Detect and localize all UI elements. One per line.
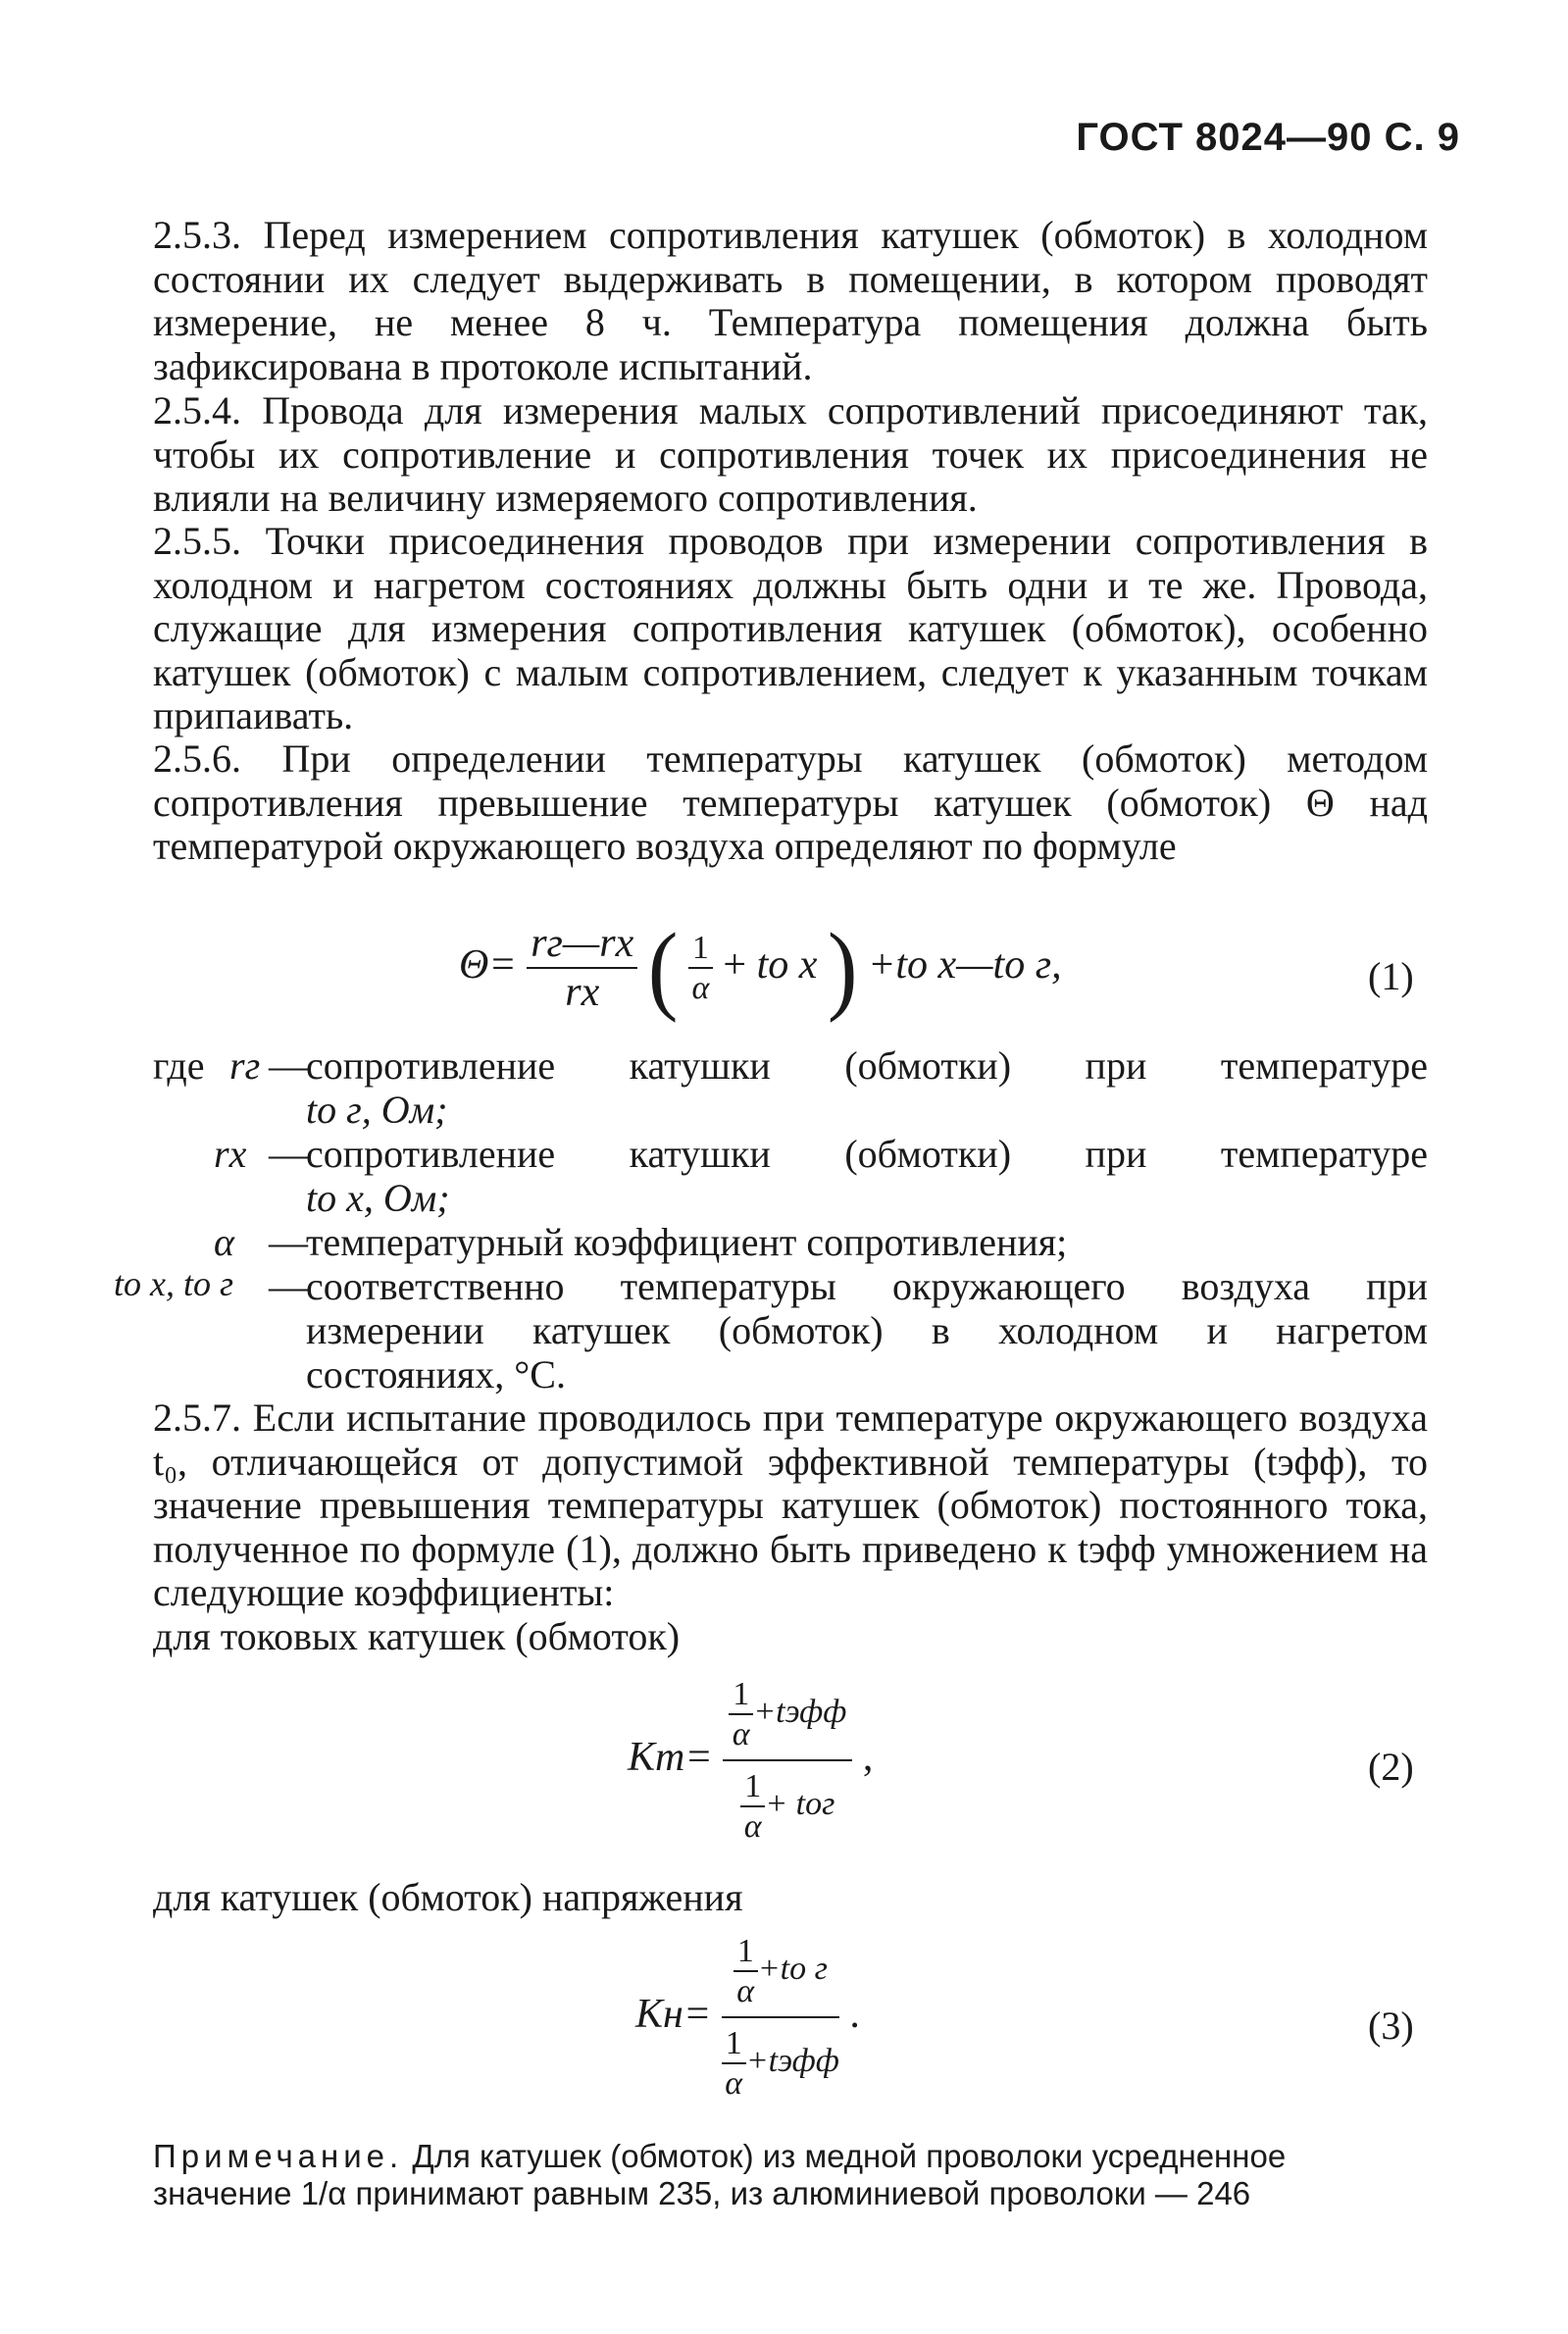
formula-lhs: Kн=	[635, 1991, 712, 2037]
where-dash: —	[269, 1264, 308, 1308]
inner-numerator: 1	[688, 929, 713, 969]
sub-numerator: 1	[733, 1932, 758, 1972]
paragraph-2-5-3	[153, 214, 1428, 388]
paragraph-2-5-4	[153, 389, 1428, 521]
big-fraction	[722, 1932, 839, 2103]
sub-fraction	[722, 2024, 746, 2103]
where-symbol: rх	[214, 1132, 247, 1176]
sub-denominator: α	[736, 1973, 755, 2010]
voltage-coils-label: для катушек (обмоток) напряжения	[153, 1875, 743, 1919]
sub-numerator: 1	[740, 1767, 765, 1807]
sub-fraction	[733, 1932, 758, 2010]
sub-numerator: 1	[729, 1675, 753, 1715]
where-continuation: состояниях, °С.	[306, 1352, 566, 1396]
fraction-numerator: rг—rх	[527, 920, 637, 969]
big-fraction	[723, 1675, 852, 1846]
page-header: ГОСТ 8024—90 С. 9	[1076, 116, 1460, 159]
note-text: Для катушек (обмоток) из медной проволоки усредненное значение 1/α принимают равным 235, из алюминиевой проволоки — 246	[153, 2138, 1287, 2211]
where-symbol: tо х, tо г	[114, 1264, 234, 1303]
comma: ,	[862, 1734, 874, 1780]
fraction-denominator: rх	[565, 970, 600, 1016]
voltage-coils-label-line	[153, 1876, 1428, 1920]
fraction	[527, 920, 637, 1017]
where-symbol: α	[214, 1220, 234, 1264]
paragraph-2-5-5	[153, 520, 1428, 738]
close-paren: )	[827, 913, 858, 1024]
numerator-term: +tо г	[757, 1950, 828, 1987]
numerator-term: +tэфф	[753, 1693, 847, 1730]
big-numerator	[722, 1932, 839, 2018]
paragraph-text: 2.5.3. Перед измерением сопротивления катушек (обмоток) в холодном состоянии их следует выдерживать в помещении, в котором проводят измерение, не менее 8 ч. Температура помещения должна быть зафиксирована в протоколе испытаний.	[153, 213, 1428, 388]
period: .	[849, 1991, 860, 2037]
paragraph-2-5-6	[153, 737, 1428, 869]
sub-fraction	[740, 1767, 765, 1846]
sub-denominator: α	[725, 2065, 743, 2103]
where-continuation: tо х, Ом;	[306, 1176, 450, 1220]
equation-number-1: (1)	[1368, 954, 1414, 998]
formula-lhs: Θ=	[459, 941, 517, 988]
where-description: сопротивление катушки (обмотки) при температуре	[306, 1132, 1428, 1176]
where-description: температурный коэффициент сопротивления;	[306, 1220, 1068, 1264]
formula-1	[459, 913, 1062, 1024]
equation-number-2: (2)	[1368, 1745, 1414, 1789]
current-coils-label: для токовых катушек (обмоток)	[153, 1613, 681, 1658]
paragraph-text: 2.5.7. Если испытание проводилось при температуре окружающего воздуха t₀, отличающейся от допустимой эффективной температуры (tэфф), то значение превышения температуры катушек (обмоток) постоянного тока, полученное по формуле (1), должно быть приведено к tэфф умножением на следующие коэффициенты:	[153, 1395, 1428, 1615]
formula-3	[635, 1932, 860, 2103]
big-denominator	[722, 2018, 839, 2103]
paragraph-text: 2.5.6. При определении температуры катушек (обмоток) методом сопротивления превышение температуры катушек (обмоток) Θ над температурой окружающего воздуха определяют по формуле	[153, 736, 1428, 869]
open-paren: (	[647, 913, 679, 1024]
formula-tail: +tо х—tо г,	[868, 941, 1062, 988]
denominator-term: + tог	[765, 1786, 835, 1823]
paragraph-2-5-7	[153, 1396, 1428, 1659]
where-dash: —	[269, 1220, 308, 1264]
where-intro: где	[153, 1043, 205, 1088]
paragraph-text: 2.5.5. Точки присоединения проводов при измерении сопротивления в холодном и нагретом состояниях должны быть одни и те же. Провода, служащие для измерения сопротивления катушек (обмоток), особенно катушек (обмоток) с малым сопротивлением, следует к указанным точкам припаивать.	[153, 519, 1428, 738]
inner-denominator: α	[691, 970, 710, 1007]
where-symbol: rг	[229, 1043, 261, 1088]
denominator-term: +tэфф	[745, 2043, 839, 2080]
big-numerator	[723, 1675, 852, 1761]
equation-number-3: (3)	[1368, 2004, 1414, 2048]
paragraph-text: 2.5.4. Провода для измерения малых сопротивлений присоединяют так, чтобы их сопротивление и сопротивления точек их присоединения не влияли на величину измеряемого сопротивления.	[153, 388, 1428, 521]
big-denominator	[723, 1761, 852, 1846]
where-dash: —	[269, 1043, 308, 1088]
where-continuation: измерении катушек (обмоток) в холодном и нагретом	[306, 1308, 1428, 1352]
where-description: сопротивление катушки (обмотки) при температуре	[306, 1043, 1428, 1088]
plus-sign: +	[723, 941, 747, 988]
formula-lhs: Kт=	[628, 1734, 713, 1780]
where-dash: —	[269, 1132, 308, 1176]
note-label: Примечание.	[153, 2138, 404, 2174]
formula-2	[628, 1675, 873, 1846]
sub-fraction	[729, 1675, 753, 1753]
where-description: соответственно температуры окружающего воздуха при	[306, 1264, 1428, 1308]
t-ox: tо х	[756, 941, 818, 988]
inner-fraction	[688, 929, 713, 1007]
sub-denominator: α	[732, 1716, 750, 1753]
sub-denominator: α	[743, 1808, 762, 1846]
footnote	[153, 2138, 1398, 2212]
sub-numerator: 1	[722, 2024, 746, 2064]
where-continuation: tо г, Ом;	[306, 1088, 448, 1132]
